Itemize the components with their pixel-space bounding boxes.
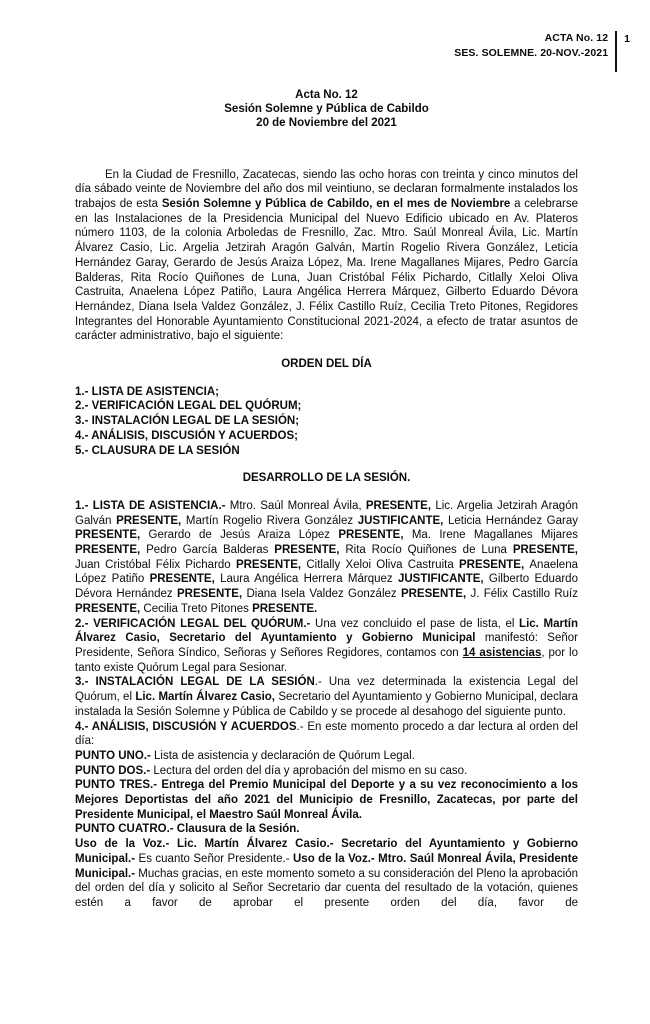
text-run: PRESENTE, <box>338 529 412 542</box>
text-run: PRESENTE, <box>400 588 471 601</box>
orden-del-dia-item: 2.- VERIFICACIÓN LEGAL DEL QUÓRUM; <box>75 400 302 413</box>
orden-del-dia-item: 1.- LISTA DE ASISTENCIA; <box>75 385 219 398</box>
text-run: PUNTO CUATRO.- Clausura de la Sesión. <box>75 823 300 836</box>
text-run: PRESENTE, <box>116 514 186 527</box>
text-run: Secretario del Ayuntamiento y Gobierno Municipal, declara instalada la Sesión Solemne y Pública de Cabildo y se procede al desahogo del siguiente punto. <box>75 691 579 718</box>
header-session-reference: SES. SOLEMNE. 20-NOV.-2021 <box>454 47 609 59</box>
text-run: Martín Rogelio Rivera González <box>185 514 358 527</box>
page-number: 1 <box>624 33 630 45</box>
text-run: PRESENTE, <box>458 558 530 571</box>
text-run: Lic. Martín Álvarez Casio, <box>135 691 276 704</box>
text-run: Uso de la Voz.- Lic. Martín Álvarez Casio.- Secretario del Ayuntamiento y Gobierno Municipal.- <box>75 838 578 865</box>
text-run: , por lo tanto existe Quórum Legal para Sesionar. <box>75 647 578 674</box>
header-divider <box>615 31 617 72</box>
body-paragraph <box>75 617 578 676</box>
text-run: Muchas gracias, en este momento someto a su consideración del Pleno la aprobación del orden del día y solicito al Señor Secretario dar cuenta del resultado de la votación, quienes estén a favor de aprobar el presente orden del día, favor de <box>75 867 578 909</box>
body-paragraph <box>75 837 578 911</box>
text-run: Diana Isela Valdez González <box>246 588 401 601</box>
text-run: Gerardo de Jesús Araiza López <box>148 529 339 542</box>
text-run: PUNTO UNO.- <box>75 749 151 762</box>
text-run: 1.- LISTA DE ASISTENCIA.- <box>75 499 230 512</box>
orden-del-dia-heading: ORDEN DEL DÍA <box>281 358 372 371</box>
text-run: Sesión Solemne y Pública de Cabildo, en el mes de Noviembre <box>161 198 511 211</box>
text-run: PRESENTE, <box>176 588 247 601</box>
body-paragraph <box>75 778 578 822</box>
body-paragraph <box>75 675 578 719</box>
text-run: Citlally Xeloi Oliva Castruita <box>306 558 459 571</box>
text-run: Ma. Irene Magallanes Mijares <box>411 529 579 542</box>
orden-del-dia-item: 3.- INSTALACIÓN LEGAL DE LA SESIÓN; <box>75 415 300 428</box>
text-run: PUNTO TRES.- Entrega del Premio Municipal del Deporte y a su vez reconocimiento a los Mejores Deportistas del año 2021 del Municipio de Fresnillo, Zacatecas, por parte del Presidente Municipal, el Maestro Saúl Monreal Ávila. <box>75 779 578 821</box>
text-run: manifestó: Señor Presidente, Señora Síndico, Señoras y Señores Regidores, contamos con <box>75 632 578 659</box>
orden-del-dia-item: 4.- ANÁLISIS, DISCUSIÓN Y ACUERDOS; <box>75 429 299 442</box>
title-acta-number: Acta No. 12 <box>295 89 358 101</box>
text-run: PRESENTE. <box>252 602 318 615</box>
text-run: PRESENTE, <box>149 573 221 586</box>
text-run: Rita Rocío Quiñones de Luna <box>345 544 513 557</box>
text-run: Lectura del orden del día y aprobación del mismo en su caso. <box>150 764 468 777</box>
title-session-date: 20 de Noviembre del 2021 <box>256 117 397 130</box>
text-run: Pedro García Balderas <box>146 544 275 557</box>
body-paragraph <box>75 749 578 764</box>
text-run: Anaelena López Patiño <box>75 558 578 586</box>
text-run: Leticia Hernández Garay <box>447 514 578 527</box>
text-run: .- Una vez determinada la existencia Legal del Quórum, el <box>75 676 579 704</box>
text-run: 2.- VERIFICACIÓN LEGAL DEL QUÓRUM.- <box>75 617 316 630</box>
text-run: J. Félix Castillo Ruíz <box>470 588 578 601</box>
text-run: Uso de la Voz.- Mtro. Saúl Monreal Ávila, Presidente Municipal.- <box>75 852 578 880</box>
text-run: 3.- INSTALACIÓN LEGAL DE LA SESIÓN <box>75 676 315 689</box>
orden-del-dia-item: 5.- CLAUSURA DE LA SESIÓN <box>75 444 240 457</box>
text-run: PRESENTE, <box>235 558 307 571</box>
session-body <box>75 499 578 911</box>
document-title-block <box>75 88 578 131</box>
text-run: PRESENTE, <box>75 529 149 542</box>
text-run: JUSTIFICANTE, <box>397 573 489 586</box>
text-run: PRESENTE, <box>75 602 144 615</box>
text-run: PRESENTE, <box>512 544 578 557</box>
text-run: Lic. Argelia Jetzirah Aragón Galván <box>75 499 578 527</box>
text-run: Juan Cristóbal Félix Pichardo <box>75 558 236 571</box>
text-run: Lista de asistencia y declaración de Quórum Legal. <box>150 749 415 762</box>
text-run: Una vez concluido el pase de lista, el <box>315 617 520 630</box>
text-run: a celebrarse en las Instalaciones de la Presidencia Municipal del Nuevo Edificio ubicado en Av. Plateros número 1103, de la colonia Arboledas de Fresnillo, Zac. Mtro. Saúl Monreal Ávila, Lic. Martín Álvarez Casio, Lic. Argelia Jetzirah Aragón Galván, Martín Rogelio Rivera González, Leticia Hernández Garay, Gerardo de Jesús Araiza López, Ma. Irene Magallanes Mijares, Pedro García Balderas, Rita Rocío Quiñones de Luna, Juan Cristóbal Félix Pichardo, Citlally Xeloi Oliva Castruita, Anaelena López Patiño, Laura Angélica Herrera Márquez, Gilberto Eduardo Dévora Hernández, Diana Isela Valdez González, J. Félix Castillo Ruíz, Cecilia Treto Pitones, Regidores Integrantes del Honorable Ayuntamiento Constitucional 2021-2024, a efecto de tratar asuntos de carácter administrativo, bajo el siguiente: <box>75 198 578 343</box>
orden-del-dia-list <box>75 385 578 459</box>
text-run: 14 asistencias <box>462 647 542 659</box>
text-run: PRESENTE, <box>75 544 147 557</box>
body-paragraph <box>75 764 578 779</box>
title-session-name: Sesión Solemne y Pública de Cabildo <box>224 103 429 116</box>
text-run: JUSTIFICANTE, <box>357 514 448 527</box>
document-content <box>75 0 578 911</box>
text-run: Es cuanto Señor Presidente.- <box>135 852 293 865</box>
text-run: Cecilia Treto Pitones <box>143 602 253 615</box>
text-run: Gilberto Eduardo Dévora Hernández <box>75 573 578 601</box>
text-run: .- En este momento procedo a dar lectura al orden del día: <box>75 720 578 748</box>
text-run: PRESENTE, <box>365 499 436 512</box>
text-run: 4.- ANÁLISIS, DISCUSIÓN Y ACUERDOS <box>75 720 297 733</box>
body-paragraph <box>75 822 578 837</box>
header-acta-reference: ACTA No. 12 <box>544 32 609 44</box>
text-run: Mtro. Saúl Monreal Ávila, <box>229 499 366 512</box>
body-paragraph <box>75 720 578 749</box>
text-run: Lic. Martín Álvarez Casio, Secretario del Ayuntamiento y Gobierno Municipal <box>75 617 579 645</box>
desarrollo-heading: DESARROLLO DE LA SESIÓN. <box>242 472 411 485</box>
text-run: PUNTO DOS.- <box>75 764 151 777</box>
body-paragraph <box>75 499 578 617</box>
text-run: PRESENTE, <box>274 544 346 557</box>
intro-paragraph <box>75 168 578 344</box>
text-run: Laura Angélica Herrera Márquez <box>220 573 398 586</box>
text-run: En la Ciudad de Fresnillo, Zacatecas, siendo las ocho horas con treinta y cinco minutos del día sábado veinte de Noviembre del año dos mil veintiuno, se declaran formalmente instalados los trabajos de esta <box>75 168 578 211</box>
